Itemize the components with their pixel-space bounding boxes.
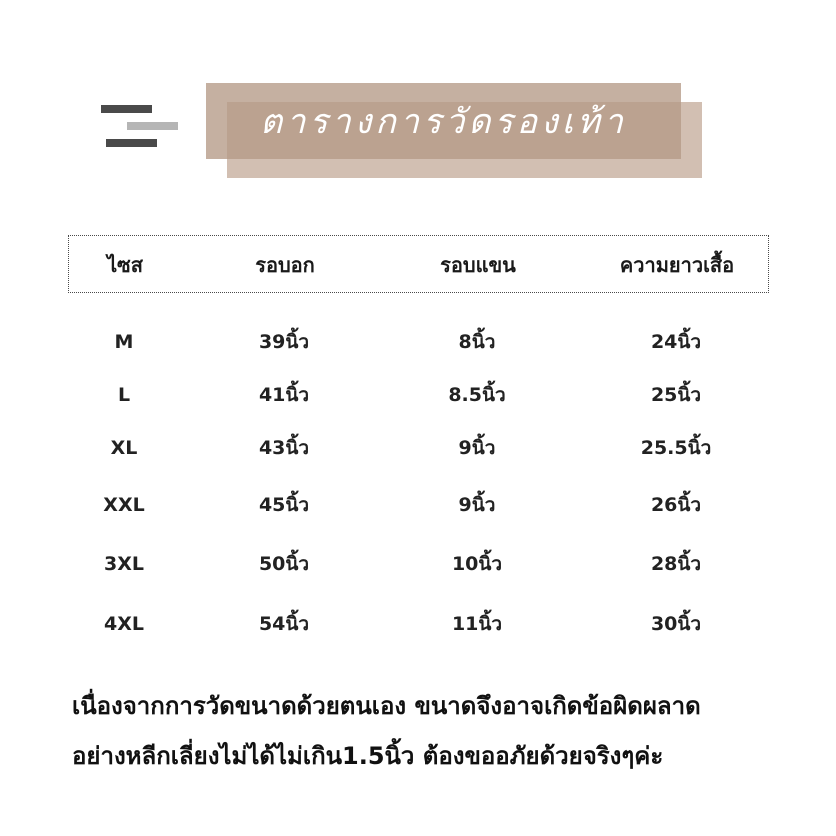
- cell-length: 26นิ้ว: [650, 494, 702, 516]
- cell-size: 4XL: [104, 613, 144, 635]
- table-header: [68, 235, 769, 293]
- cell-length: 25นิ้ว: [650, 384, 702, 406]
- cell-length: 28นิ้ว: [650, 553, 702, 575]
- cell-sleeve: 9นิ้ว: [458, 494, 496, 516]
- cell-sleeve: 9นิ้ว: [458, 437, 496, 459]
- header-size: ไซส: [107, 253, 143, 277]
- header-length: ความยาวเสื้อ: [619, 253, 735, 277]
- cell-chest: 43นิ้ว: [258, 437, 310, 459]
- cell-sleeve: 10นิ้ว: [451, 553, 503, 575]
- cell-size: XL: [110, 437, 138, 459]
- cell-chest: 39นิ้ว: [258, 331, 310, 353]
- cell-chest: 41นิ้ว: [258, 384, 310, 406]
- header-chest: รอบอก: [255, 253, 315, 277]
- cell-size: M: [114, 331, 134, 353]
- decorative-line: [127, 122, 178, 130]
- cell-sleeve: 8นิ้ว: [458, 331, 496, 353]
- cell-size: 3XL: [104, 553, 144, 575]
- decorative-line: [106, 139, 157, 147]
- cell-length: 30นิ้ว: [650, 613, 702, 635]
- cell-length: 24นิ้ว: [650, 331, 702, 353]
- cell-sleeve: 11นิ้ว: [451, 613, 503, 635]
- note-line-2: อย่างหลีกเลี่ยงไม่ได้ไม่เกิน1.5นิ้ว ต้องขออภัยด้วยจริงๆค่ะ: [72, 742, 664, 770]
- cell-chest: 54นิ้ว: [258, 613, 310, 635]
- cell-size: XXL: [103, 494, 145, 516]
- note-line-1: เนื่องจากการวัดขนาดด้วยตนเอง ขนาดจึงอาจเกิดข้อผิดผลาด: [72, 692, 701, 720]
- page-title: ตารางการวัดรองเท้า: [260, 102, 627, 142]
- header-sleeve: รอบแขน: [440, 253, 516, 277]
- cell-chest: 45นิ้ว: [258, 494, 310, 516]
- cell-length: 25.5นิ้ว: [640, 437, 712, 459]
- decorative-line: [101, 105, 152, 113]
- cell-size: L: [117, 384, 131, 406]
- cell-chest: 50นิ้ว: [258, 553, 310, 575]
- cell-sleeve: 8.5นิ้ว: [448, 384, 506, 406]
